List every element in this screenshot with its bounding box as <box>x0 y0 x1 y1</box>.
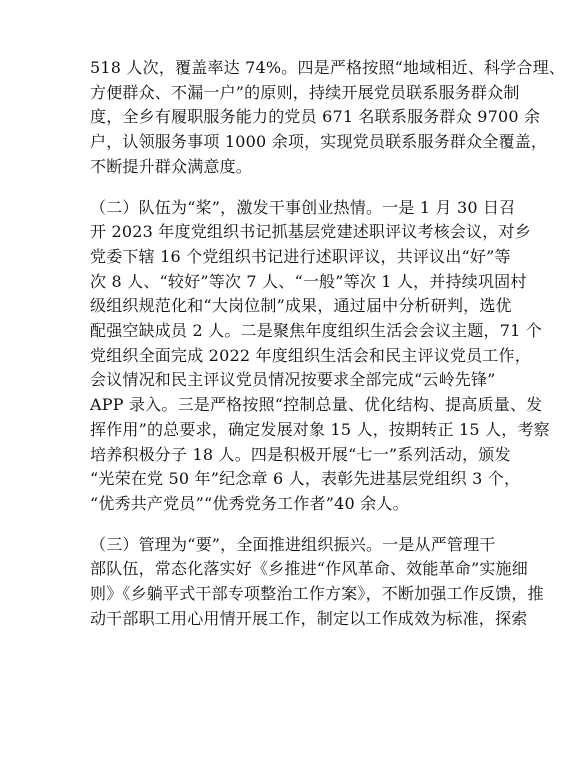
text-line: 次 8 人、“较好”等次 7 人、“一般”等次 1 人，并持续巩固村 <box>90 271 527 291</box>
text-line: 级组织规范化和“大岗位制”成果，通过届中分析研判，选优 <box>90 296 512 316</box>
text-line: 配强空缺成员 2 人。二是聚焦年度组织生活会会议主题，71 个 <box>90 321 542 341</box>
text-line: 党委下辖 16 个党组织书记进行述职评议，共评议出“好”等 <box>90 246 511 266</box>
text-line: 挥作用”的总要求，确定发展对象 15 人，按期转正 15 人，考察 <box>90 419 550 439</box>
text-line: 党组织全面完成 2022 年度组织生活会和民主评议党员工作， <box>90 345 531 365</box>
text-line: 不断提升群众满意度。 <box>90 156 253 176</box>
text-line: 518 人次，覆盖率达 74%。四是严格按照“地域相近、科学合理、 <box>90 58 566 77</box>
text-line: 培养积极分子 18 人。四是积极开展“七一”系列活动，颁发 <box>90 444 511 464</box>
text-line: （二）队伍为“桨”，激发干事创业热情。一是 1 月 30 日召 <box>90 197 516 217</box>
text-line: 会议情况和民主评议党员情况按要求全部完成“云岭先锋” <box>90 370 496 390</box>
text-line: 户，认领服务事项 1000 余项，实现党员联系服务群众全覆盖， <box>90 132 548 152</box>
paragraph-gap <box>90 517 504 533</box>
paragraph-gap <box>90 180 504 196</box>
text-line: 开 2023 年度党组织书记抓基层党建述职评议考核会议，对乡 <box>90 222 531 242</box>
text-line: 方便群众、不漏一户”的原则，持续开展党员联系服务群众制 <box>90 82 520 102</box>
text-line: 部队伍，常态化落实好《乡推进“作风革命、效能革命”实施细 <box>90 559 528 579</box>
text-line: 动干部职工用心用情开展工作，制定以工作成效为标准，探索 <box>90 608 528 628</box>
text-line: “光荣在党 50 年”纪念章 6 人，表彰先进基层党组织 3 个， <box>90 469 521 489</box>
text-line: 则》《乡躺平式干部专项整治工作方案》，不断加强工作反馈，推 <box>90 584 544 604</box>
text-line: 度，全乡有履职服务能力的党员 671 名联系服务群众 9700 余 <box>90 107 541 127</box>
text-line: “优秀共产党员”“优秀党务工作者”40 余人。 <box>90 493 409 513</box>
text-line: （三）管理为“要”，全面推进组织振兴。一是从严管理干 <box>90 534 496 554</box>
text-line: APP 录入。三是严格按照“控制总量、优化结构、提高质量、发 <box>90 395 543 415</box>
